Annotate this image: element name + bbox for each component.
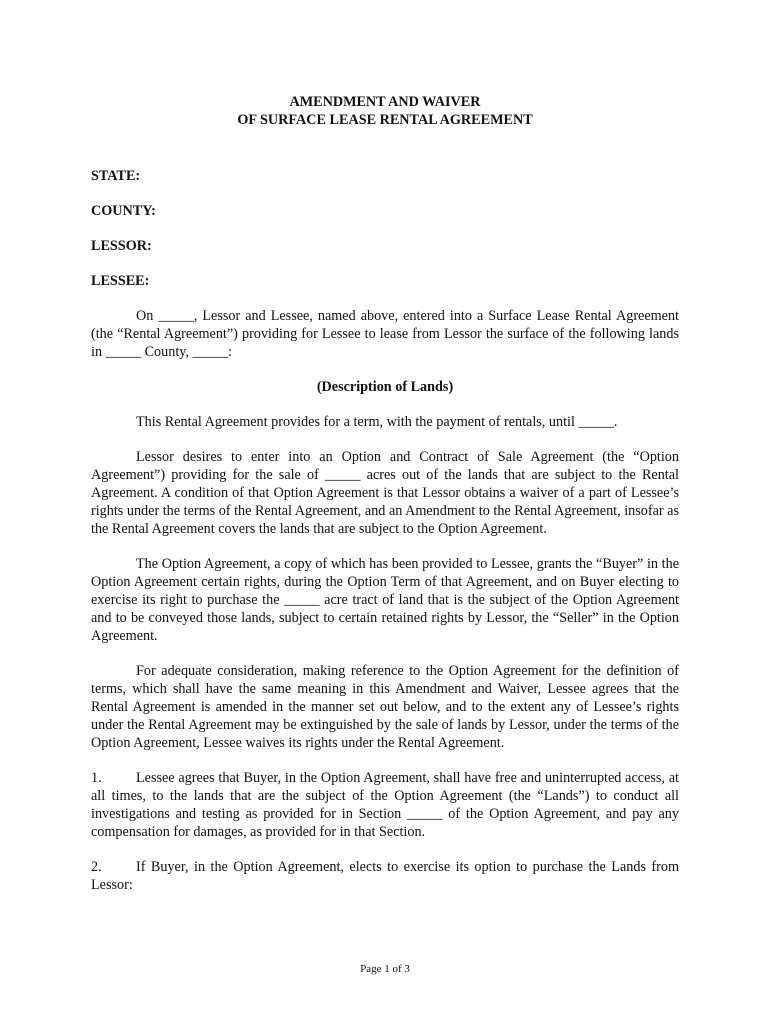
item-number: 1. [91, 770, 102, 786]
paragraph-buyer-rights: The Option Agreement, a copy of which has been provided to Lessee, grants the “Buyer” in the Option Agreement certain rights, during the Option Term of that Agreement, and on Buyer electing to exercise its right to purchase the _____ acre tract of land that is the subject of the Option Agreement and to be conveyed those lands, subject to certain retained rights by Lessor, the “Seller” in the Option Agreement. [91, 556, 679, 644]
paragraph-rental-agreement: On _____, Lessor and Lessee, named above, entered into a Surface Lease Rental Agreement (the “Rental Agreement”) providing for Lessee to lease from Lessor the surface of the following lands in _____ County, _____: [91, 308, 679, 360]
numbered-item-1 [91, 769, 679, 841]
page-number-footer: Page 1 of 3 [360, 963, 410, 975]
numbered-item-2 [91, 858, 679, 894]
title-line-2: OF SURFACE LEASE RENTAL AGREEMENT [237, 111, 533, 128]
paragraph-option-agreement: Lessor desires to enter into an Option and Contract of Sale Agreement (the “Option Agreement”) providing for the sale of _____ acres out of the lands that are subject to the Rental Agreement. A condition of that Option Agreement is that Lessor obtains a waiver of a part of Lessee’s rights under the terms of the Rental Agreement, and an Amendment to the Rental Agreement, insofar as the Rental Agreement covers the lands that are subject to the Option Agreement. [91, 449, 679, 537]
document-body [91, 94, 679, 911]
title-line-1: AMENDMENT AND WAIVER [289, 94, 481, 110]
description-of-lands-heading: (Description of Lands) [316, 379, 454, 395]
item-text: If Buyer, in the Option Agreement, elects to exercise its option to purchase the Lands from Lessor: [91, 859, 679, 893]
lessor-field: LESSOR: [91, 238, 152, 254]
paragraph-term: This Rental Agreement provides for a term, with the payment of rentals, until _____. [136, 414, 618, 430]
document-title [91, 94, 679, 129]
paragraph-consideration: For adequate consideration, making reference to the Option Agreement for the definition of terms, which shall have the same meaning in this Amendment and Waiver, Lessee agrees that the Rental Agreement is amended in the manner set out below, and to the extent any of Lessee’s rights under the Rental Agreement may be extinguished by the sale of lands by Lessor, under the terms of the Option Agreement, Lessee waives its rights under the Rental Agreement. [91, 663, 679, 751]
county-field: COUNTY: [91, 203, 156, 219]
item-number: 2. [91, 859, 102, 875]
item-text: Lessee agrees that Buyer, in the Option Agreement, shall have free and uninterrupted access, at all times, to the lands that are the subject of the Option Agreement (the “Lands”) to conduct all investigations and testing as provided for in Section _____ of the Option Agreement, and pay any compensation for damages, as provided for in that Section. [91, 770, 679, 840]
state-field: STATE: [91, 168, 141, 184]
lessee-field: LESSEE: [91, 273, 150, 289]
